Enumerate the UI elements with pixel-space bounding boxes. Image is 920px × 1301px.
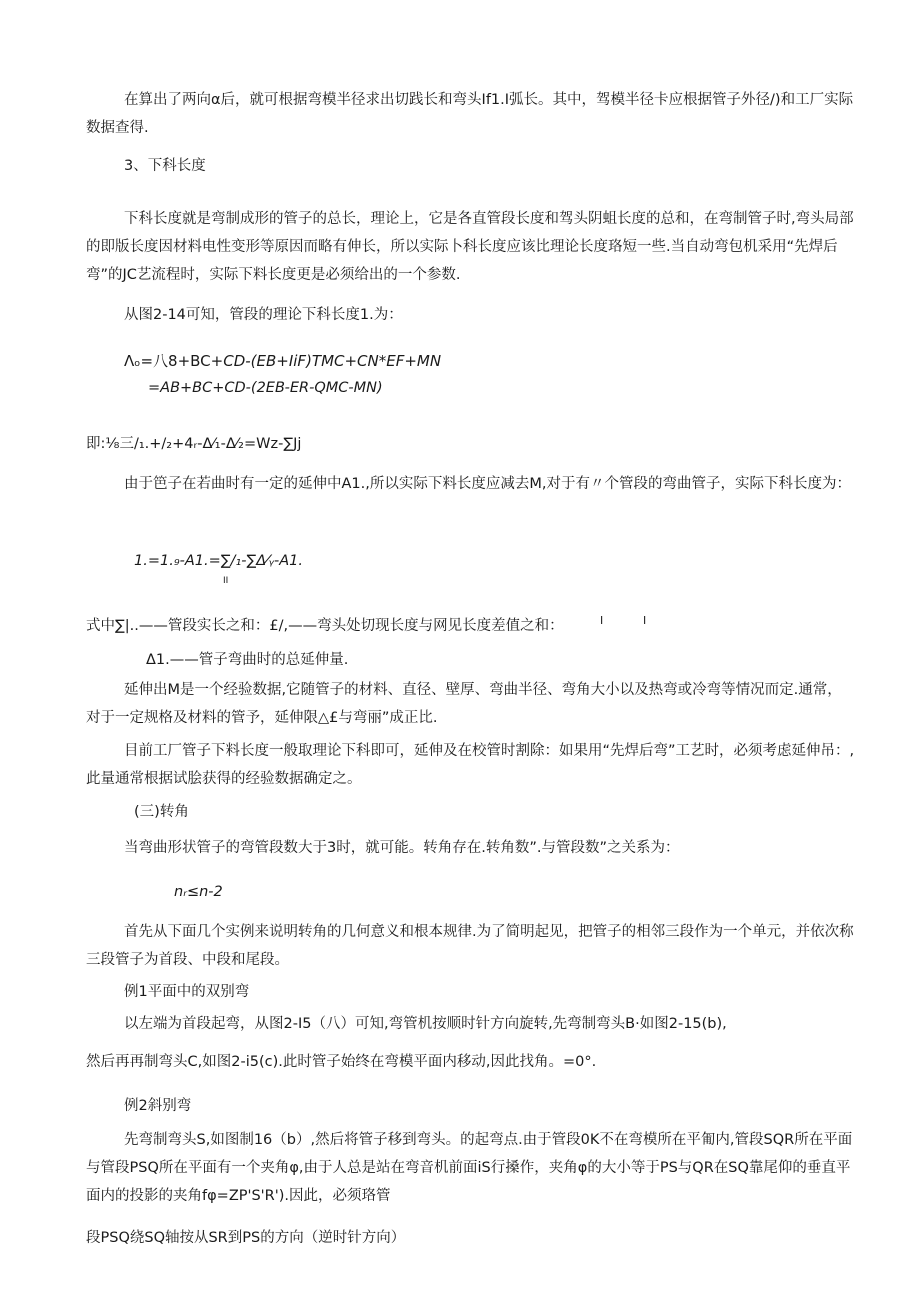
- paragraph-delta-definition: Δ1.——管子弯曲时的总延伸量.: [146, 652, 349, 668]
- equation-1-part-b: CD-(EB+IiF)TMC+CN*EF+MN: [223, 352, 442, 370]
- paragraph-extension: 由于笆子在若曲时有一定的延伸中A1.,所以实际下料长度应减去M,对于有〃个管段的弯曲管子，实际下科长度为：: [124, 476, 851, 492]
- equation-3: 即:⅛三/₁.+/₂+4ᵣ-Δ⁄₁-Δ⁄₂=Wz-∑Jj: [86, 436, 302, 452]
- example-1-title: 例1平面中的双别弯: [124, 984, 250, 1000]
- heading-section-3: 3、下科长度: [124, 158, 206, 174]
- paragraph-where-mark-1: I: [600, 614, 604, 627]
- heading-rotation-angle: (三)转角: [134, 804, 189, 820]
- paragraph-where: 式中∑|..——管段实长之和：£/,——弯头处切现长度与网见长度差值之和：: [86, 618, 564, 634]
- paragraph-example-2-end: 段PSQ绕SQ轴按从SR到PS的方向（逆时针方向）: [86, 1230, 406, 1246]
- paragraph-cutting-length: 下科长度就是弯制成形的管子的总长，理论上，它是各直管段长度和驾头阴蛆长度的总和，在弯制管子时,弯头局部的即版长度因材料电性变形等原因而略有伸长，所以实际卜科长度应该比理论长度珞短一些.当自动弯包机采用“先焊后弯”的JC艺流程时，实际下料长度更是必须给出的一个参数.: [86, 211, 854, 283]
- paragraph-example-1b: 然后再再制弯头C,如图2-i5(c).此时管子始终在弯模平面内移动,因此找角。=0°.: [86, 1054, 597, 1070]
- equation-2: =AB+BC+CD-(2EB-ER-QMC-MN): [148, 380, 383, 396]
- paragraph-examples-intro: 首先从下面几个实例来说明转角的几何意义和根本规律.为了简明起见，把管子的相邻三段作为一个单元，并依次称三段管子为首段、中段和尾段。: [86, 924, 854, 968]
- equation-1: [124, 350, 441, 371]
- paragraph-factory-practice: 目前工厂管子下料长度一般取理论下科即可，延伸及在校管时割除：如果用“先焊后弯”工艺时，必须考虑延伸吊：,此量通常根据试脍获得的经验数据确定之。: [86, 743, 855, 787]
- paragraph-example-2: 先弯制弯头S,如图制16（b）,然后将管子移到弯头。的起弯点.由于管段0K不在弯模所在平匍内,管段SQR所在平面与管段PSQ所在平面有一个夹角φ,由于人总是站在弯音机前面iS行搡作，夹角φ的大小等于PS与QR在SQ靠尾仰的垂直平面内的投影的夹角fφ=ZP'S'R').因此，必须珞管: [86, 1132, 853, 1204]
- paragraph-theory-length: 从图2-14可知，管段的理论下科长度1.为：: [124, 307, 403, 323]
- equation-4-subscript: II: [223, 576, 229, 586]
- example-2-title: 例2斜别弯: [124, 1098, 192, 1114]
- equation-5: nᵣ≤n-2: [174, 884, 223, 900]
- equation-4: 1.=1.₉-A1.=∑/₁-∑Δ⁄ᵧ-A1.: [134, 553, 303, 569]
- paragraph-intro: 在算出了两向α后，就可根据弯模半径求出切践长和弯头If1.I弧长。其中，驾模半径卡应根据管子外径/)和工厂实际数据查得.: [86, 92, 854, 136]
- paragraph-example-1a: 以左端为首段起弯，从图2-I5（八）可知,弯管机按顺时针方向旋转,先弯制弯头B·如图2-15(b),: [124, 1016, 727, 1032]
- paragraph-extension-data: 延伸出M是一个经验数据,它随管子的材料、直径、壁厚、弯曲半径、弯角大小以及热弯或冷弯等情况而定.通常，对于一定规格及材料的管予，延伸限△£与弯丽”成正比.: [86, 682, 842, 726]
- paragraph-rotation-count: 当弯曲形状管子的弯管段数大于3时，就可能。转角存在.转角数”.与管段数”之关系为：: [124, 840, 680, 856]
- paragraph-where-mark-2: I: [643, 614, 647, 627]
- equation-1-part-a: Λₒ=八8+BC+: [124, 352, 224, 370]
